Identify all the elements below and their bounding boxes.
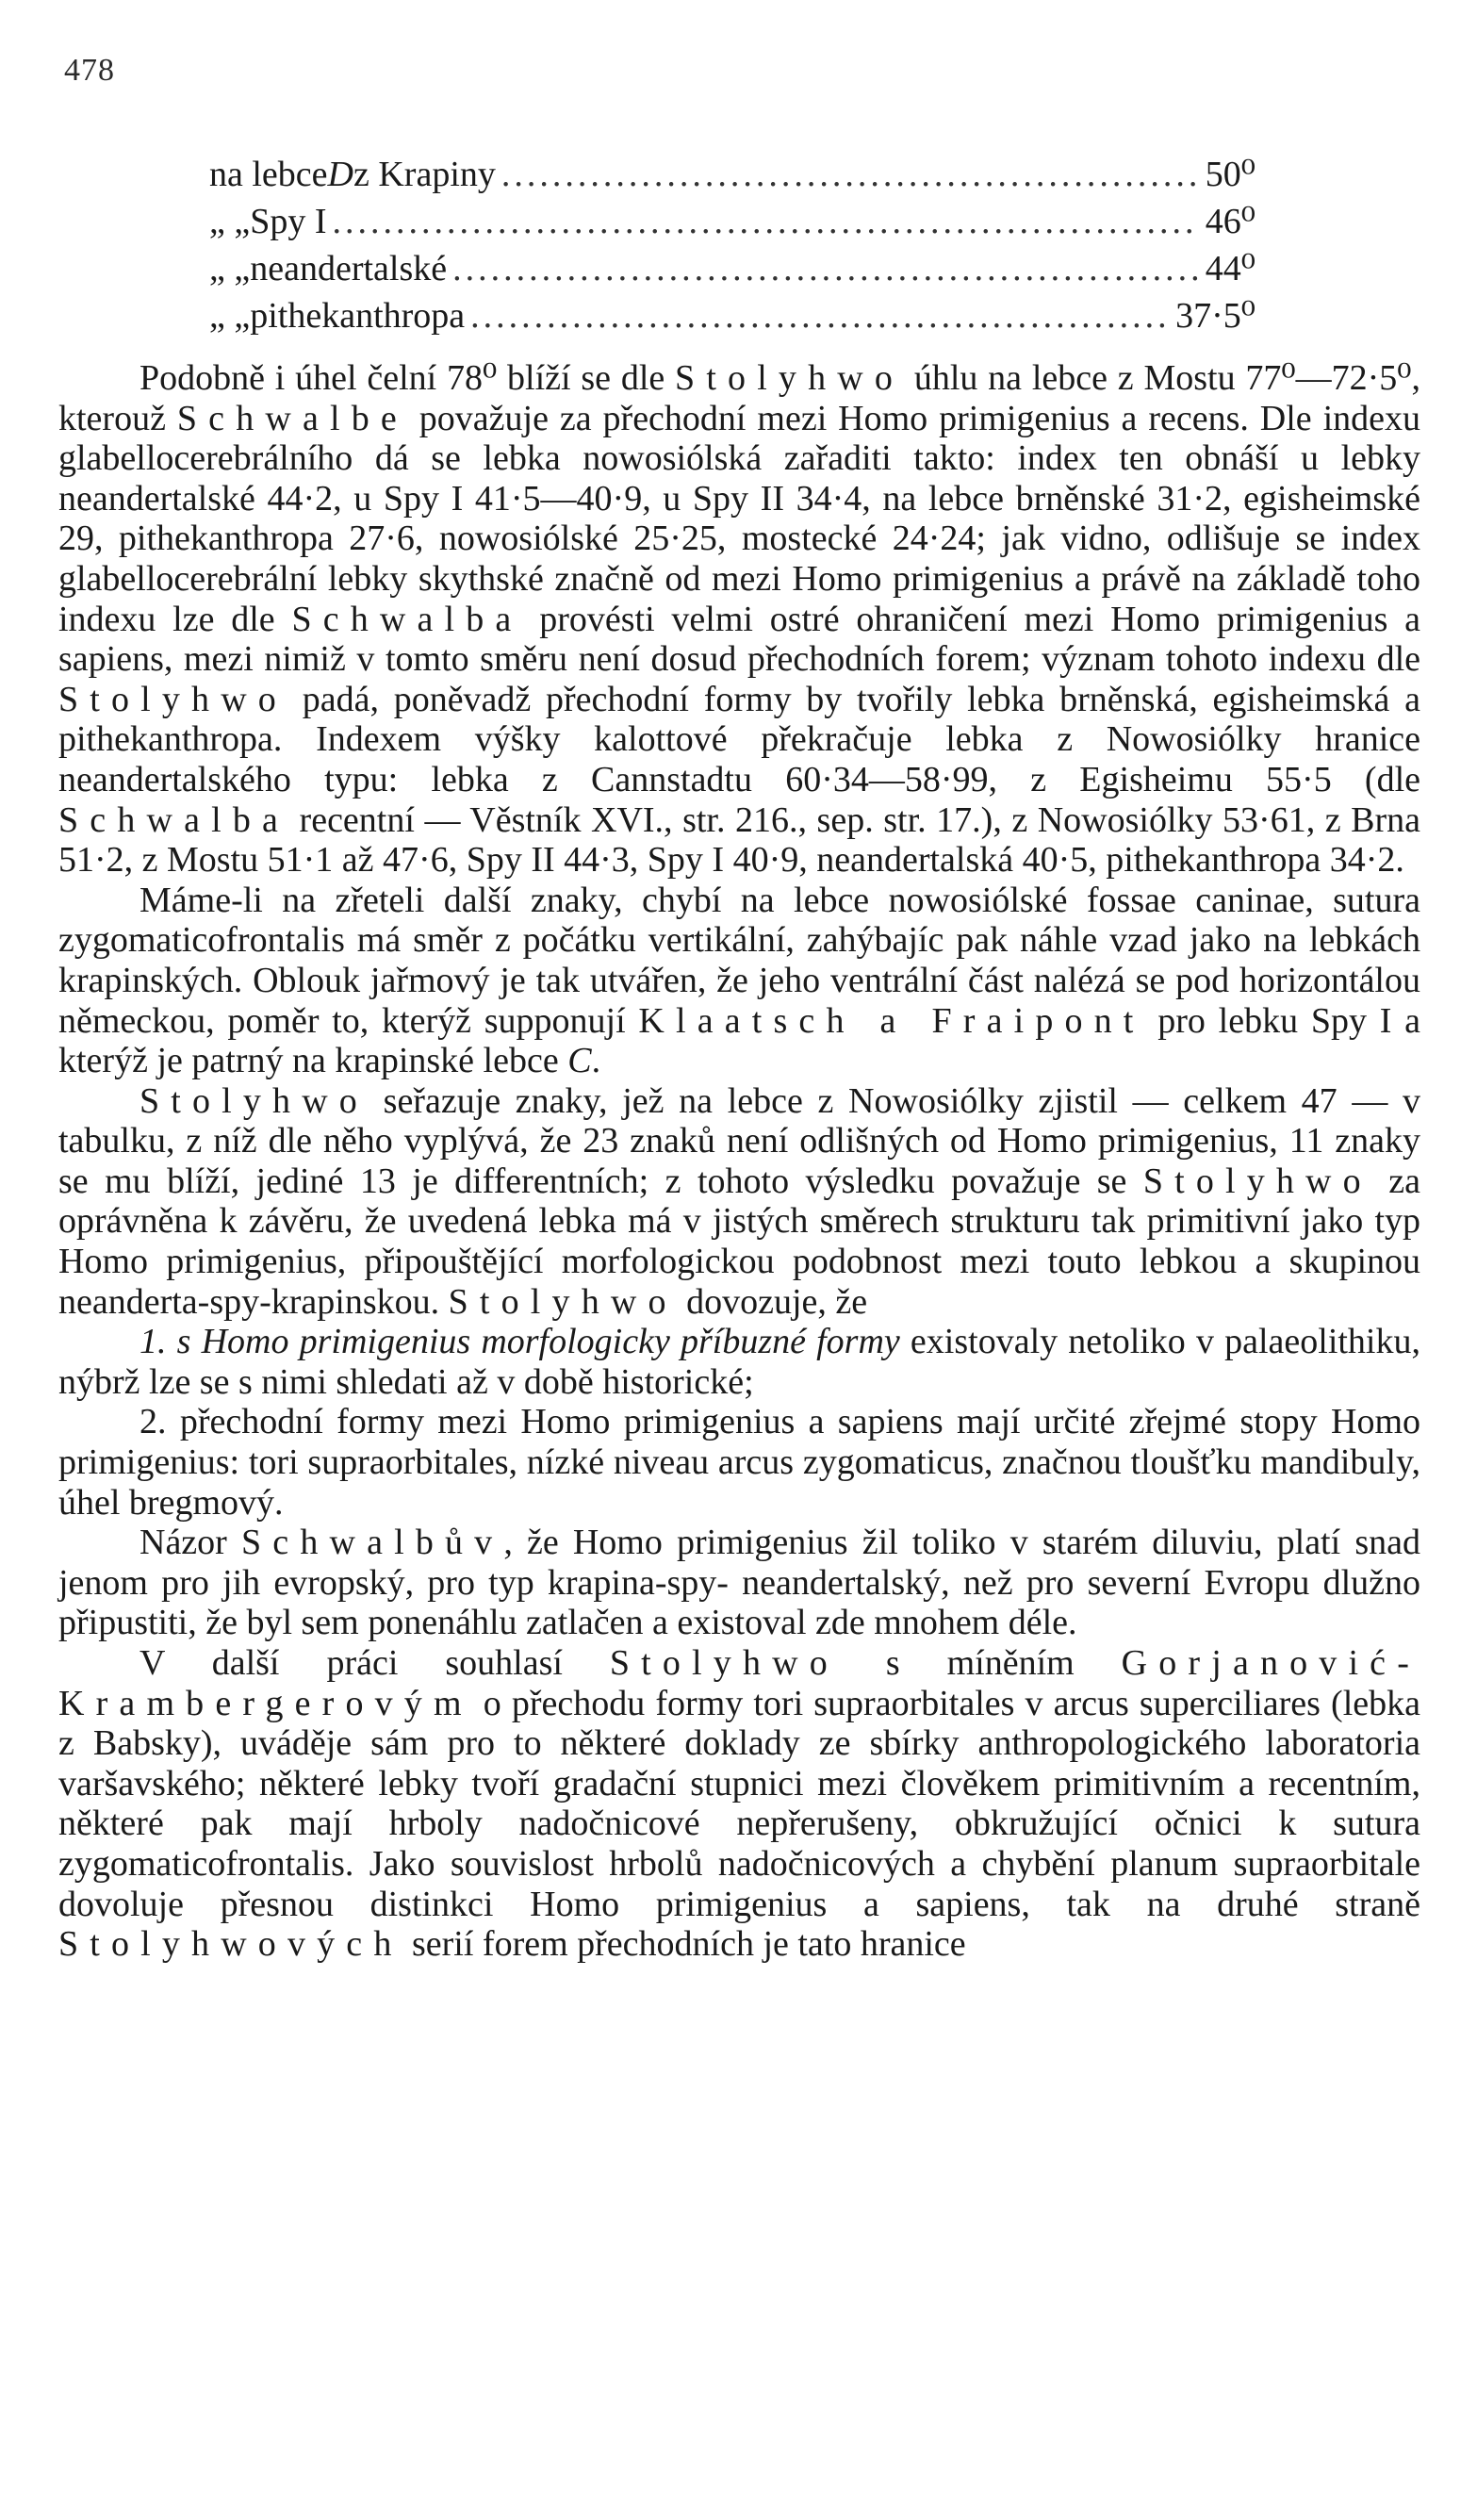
text-run: 2. přechodní formy mezi Homo primigenius a sapiens mají určité zřejmé stopy Homo primigenius: tori supraorbitales, nízké niveau arcus zygomaticus, značnou tloušťku mandibuly, úhel bregmový. xyxy=(58,1402,1420,1523)
angle-value: 44⁰ xyxy=(1205,249,1255,288)
text-run: Podobně i úhel čelní 78⁰ blíží se dle xyxy=(139,358,676,398)
author-name: Stolyhwo xyxy=(139,1080,369,1121)
angle-label: neandertalské xyxy=(250,249,448,288)
text-run: . xyxy=(591,1041,601,1081)
conclusion-item-1 xyxy=(58,1322,1420,1402)
paragraph-frontal-angle xyxy=(58,358,1420,881)
text-run: serií forem přechodních je tato hranice xyxy=(402,1924,966,1965)
angle-prefix: „ „ xyxy=(209,249,251,288)
text-run: s míněním xyxy=(838,1643,1122,1683)
angle-value: 50⁰ xyxy=(1205,155,1255,194)
text-run: V další práci souhlasí xyxy=(139,1643,610,1683)
angle-label-italic: D xyxy=(327,155,353,194)
angle-value: 37·5⁰ xyxy=(1175,296,1255,336)
dot-leader xyxy=(470,292,1170,339)
author-name: Stolyhwových xyxy=(58,1924,403,1965)
text-run: provésti velmi ostré ohraničení mezi Homo primigenius a sapiens, mezi nimiž v tomto směru není dosud přechodních forem; význam tohoto indexu dle xyxy=(58,599,1421,680)
paragraph-schwalbe-view xyxy=(58,1523,1420,1643)
author-name: Klaatsch a Fraipont xyxy=(638,1000,1145,1041)
author-name: Stolyhwo xyxy=(609,1643,839,1683)
author-name: Stolyhwo xyxy=(675,358,905,398)
angle-row-neandertal xyxy=(209,245,1255,292)
angle-row-pithecanthropus xyxy=(209,292,1255,339)
author-name: Schwalba xyxy=(291,599,523,639)
angle-row-krapina xyxy=(209,151,1255,198)
author-name: Schwalbův xyxy=(241,1523,504,1563)
angle-label: z Krapiny xyxy=(353,155,496,194)
paragraph-table-of-features xyxy=(58,1081,1420,1323)
paragraph-further-work xyxy=(58,1643,1420,1965)
author-name: Stolyhwo xyxy=(1142,1161,1372,1201)
italic-run: 1. s Homo primigenius morfologicky příbuzné formy xyxy=(139,1322,900,1362)
text-run: , že Homo primigenius žil toliko v starém diluviu, platí snad jenom pro jih evropský, pro typ krapina-spy- neandertalský, než pro severní Evropu dlužno připustiti, že byl sem ponenáhlu zatlačen a existoval zde mnohem déle. xyxy=(58,1523,1420,1643)
paragraph-other-features xyxy=(58,881,1420,1081)
text-run: o přechodu formy tori supraorbitales v arcus superciliares (lebka z Babsky), uváděje sám pro to některé doklady ze sbírky anthropologického laboratoria varšavského; některé lebky tvoří gradační stupnici mezi člověkem primitivním a recentním, některé pak mají hrboly nadočnicové nepřerušeny, obkružující očnici k sutura zygomaticofrontalis. Jako souvislost hrbolů nadočnicových a chybění planum supraorbitale dovoluje přesnou distinkci Homo primigenius a sapiens, tak na druhé straně xyxy=(58,1683,1420,1924)
page-number: 478 xyxy=(64,53,115,88)
text-run: považuje za přechodní mezi Homo primigenius a recens. Dle indexu glabellocerebrálního dá se lebka nowosiólská zařaditi takto: index ten obnáší u lebky neandertalské 44·2, u Spy I 41·5—40·9, u Spy II 34·4, na lebce brněnské 31·2, egisheimské 29, pithekanthropa 27·6, nowosiólské 25·25, mostecké 24·24; jak vidno, odlišuje se index glabellocerebrální lebky skythské značně od mezi Homo primigenius a právě na základě toho indexu lze dle xyxy=(58,398,1420,639)
angle-label: Spy I xyxy=(250,202,327,241)
dot-leader xyxy=(452,245,1200,292)
angle-list xyxy=(209,151,1255,339)
text-run: Máme-li na zřeteli další znaky, chybí na lebce nowosiólské fossae caninae, sutura zygomaticofrontalis má směr z počátku vertikální, zahýbajíc pak náhle vzad jako na lebkách krapinských. Oblouk jařmový je tak utvářen, že jeho ventrální část nalézá se pod horizontálou německou, poměr to, kterýž supponují xyxy=(58,880,1420,1041)
author-name: Schwalba xyxy=(58,799,290,840)
angle-label: pithekanthropa xyxy=(250,296,466,336)
author-name: Stolyhwo xyxy=(448,1281,678,1322)
text-run: dovozuje, že xyxy=(677,1281,868,1322)
text-run: seřazuje znaky, jež na lebce z Nowosiólky zjistil — celkem 47 — v tabulku, z níž dle něho vyplývá, že 23 znaků není odlišných od Homo primigenius, 11 znaky se mu blíží, jediné 13 je differentních; z tohoto výsledku považuje se xyxy=(58,1080,1420,1201)
author-name: Schwalbe xyxy=(176,398,408,438)
author-name: Gorjanović-Krambergerovým xyxy=(58,1643,1421,1723)
text-run: úhlu na lebce z Mostu 77⁰—72·5⁰, kterouž xyxy=(58,358,1421,438)
angle-prefix: „ „ xyxy=(209,202,251,241)
text-run: padá, poněvadž přechodní formy by tvořily lebka brněnská, egisheimská a pithekanthropa. Indexem výšky kalottové překračuje lebka z Nowosiólky hranice neandertalského typu: lebka z Cannstadtu 60·34—58·99, z Egisheimu 55·5 (dle xyxy=(58,679,1420,799)
angle-value: 46⁰ xyxy=(1205,202,1255,241)
angle-prefix: na lebce xyxy=(209,155,328,194)
text-run: recentní — Věstník XVI., str. 216., sep. str. 17.), z Nowosiólky 53·61, z Brna 51·2, z Mostu 51·1 až 47·6, Spy II 44·3, Spy I 40·9, neandertalská 40·5, pithekanthropa 34·2. xyxy=(58,799,1420,881)
angle-row-spy xyxy=(209,198,1255,245)
body-text xyxy=(58,358,1420,1965)
angle-prefix: „ „ xyxy=(209,296,251,336)
text-run: za oprávněna k závěru, že uvedená lebka má v jistých směrech strukturu tak primitivní jako typ Homo primigenius, připouštějící morfologickou podobnost mezi touto lebkou a skupinou neanderta-spy-krapinskou. xyxy=(58,1161,1420,1322)
dot-leader xyxy=(501,151,1200,198)
text-run: Názor xyxy=(139,1523,241,1563)
author-name: Stolyhwo xyxy=(58,679,287,719)
dot-leader xyxy=(333,198,1200,245)
text-run: pro lebku Spy I a kterýž je patrný na krapinské lebce xyxy=(58,1000,1420,1081)
conclusion-item-2 xyxy=(58,1402,1420,1523)
text-run: existovaly netoliko v palaeolithiku, nýbrž lze se s nimi shledati až v době historické; xyxy=(58,1322,1420,1402)
italic-run: C xyxy=(567,1041,592,1081)
